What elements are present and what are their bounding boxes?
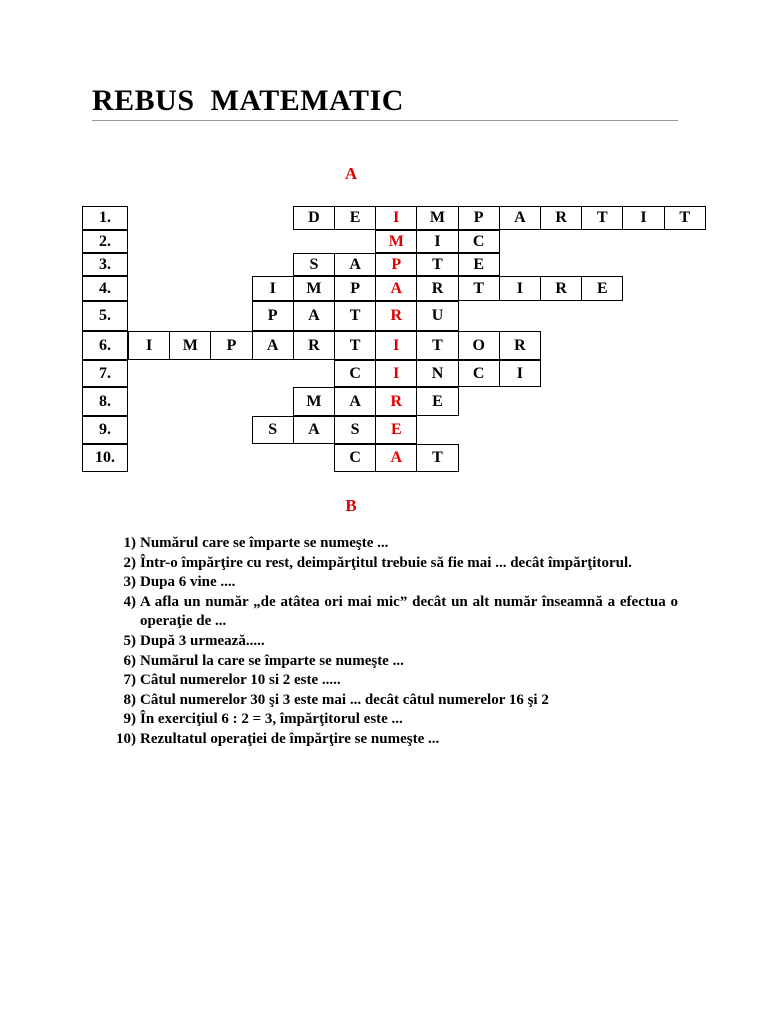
letter-cell: A: [334, 387, 376, 416]
clue-number: 1): [123, 535, 136, 551]
clue-text: După 3 urmează.....: [140, 632, 265, 649]
letter-cell: I: [416, 230, 458, 253]
clue-text: Rezultatul operaţiei de împărţire se numeşte ...: [140, 730, 440, 747]
row-number: 5.: [82, 301, 128, 331]
letter-cell: R: [540, 206, 582, 230]
letter-cell: I: [499, 276, 541, 301]
letter-cell: T: [416, 444, 458, 472]
clue-text: În exerciţiul 6 : 2 = 3, împărţitorul este ...: [140, 711, 403, 728]
letter-cell: I: [252, 276, 294, 301]
letter-cell: A: [293, 301, 335, 331]
clue-text: Numărul care se împarte se numeşte ...: [140, 535, 389, 551]
clue-text: A afla un număr „de atâtea ori mai mic” decât un alt număr înseamnă a efectua o operaţie de ...: [140, 593, 678, 630]
letter-cell: P: [458, 206, 500, 230]
clue-item: [104, 671, 678, 691]
key-letter-cell: E: [375, 416, 417, 444]
clue-item: [104, 534, 678, 554]
clue-item: [104, 573, 678, 593]
letter-cell: D: [293, 206, 335, 230]
letter-cell: R: [416, 276, 458, 301]
key-letter-cell: I: [375, 331, 417, 360]
letter-cell: T: [581, 206, 623, 230]
letter-cell: T: [416, 253, 458, 276]
clue-text: Câtul numerelor 10 si 2 este .....: [140, 672, 341, 689]
letter-cell: P: [334, 276, 376, 301]
letter-cell: T: [334, 331, 376, 360]
letter-cell: C: [334, 444, 376, 472]
letter-cell: E: [416, 387, 458, 416]
row-number: 1.: [82, 206, 128, 230]
clue-number: 10): [116, 730, 136, 747]
row-number: 8.: [82, 387, 128, 416]
clue-item: [104, 691, 678, 711]
letter-cell: E: [334, 206, 376, 230]
letter-cell: I: [128, 331, 170, 360]
letter-cell: U: [416, 301, 458, 331]
row-number: 7.: [82, 360, 128, 387]
letter-cell: C: [334, 360, 376, 387]
clue-number: 9): [123, 711, 136, 728]
letter-cell: I: [499, 360, 541, 387]
clue-item: [104, 593, 678, 632]
clue-number: 2): [123, 554, 136, 571]
row-number: 2.: [82, 230, 128, 253]
key-letter-cell: I: [375, 360, 417, 387]
letter-cell: A: [252, 331, 294, 360]
letter-cell: A: [293, 416, 335, 444]
letter-cell: M: [293, 387, 335, 416]
clue-number: 8): [123, 691, 136, 708]
clue-number: 3): [123, 574, 136, 591]
key-letter-cell: P: [375, 253, 417, 276]
key-letter-cell: I: [375, 206, 417, 230]
letter-cell: T: [664, 206, 706, 230]
letter-cell: R: [293, 331, 335, 360]
letter-cell: M: [293, 276, 335, 301]
row-number: 9.: [82, 416, 128, 444]
clue-text: Câtul numerelor 30 şi 3 este mai ... decât câtul numerelor 16 şi 2: [140, 691, 549, 708]
clue-item: [104, 554, 678, 574]
letter-cell: O: [458, 331, 500, 360]
letter-cell: T: [416, 331, 458, 360]
clue-item: [104, 652, 678, 672]
key-letter-cell: R: [375, 387, 417, 416]
letter-cell: A: [499, 206, 541, 230]
clue-number: 7): [123, 672, 136, 689]
letter-cell: N: [416, 360, 458, 387]
key-letter-cell: A: [375, 444, 417, 472]
letter-cell: S: [293, 253, 335, 276]
clue-list: [104, 534, 678, 750]
clue-number: 6): [123, 652, 136, 669]
row-number: 10.: [82, 444, 128, 472]
letter-cell: C: [458, 230, 500, 253]
letter-cell: C: [458, 360, 500, 387]
letter-cell: A: [334, 253, 376, 276]
letter-cell: I: [622, 206, 664, 230]
letter-cell: T: [458, 276, 500, 301]
letter-cell: S: [252, 416, 294, 444]
letter-cell: S: [334, 416, 376, 444]
clue-text: Numărul la care se împarte se numeşte ...: [140, 652, 404, 669]
letter-cell: M: [416, 206, 458, 230]
row-number: 6.: [82, 331, 128, 360]
letter-cell: E: [458, 253, 500, 276]
letter-cell: P: [210, 331, 252, 360]
letter-cell: R: [540, 276, 582, 301]
clue-number: 4): [123, 593, 136, 610]
letter-cell: R: [499, 331, 541, 360]
key-letter-cell: A: [375, 276, 417, 301]
letter-cell: E: [581, 276, 623, 301]
row-number: 4.: [82, 276, 128, 301]
clue-item: [104, 730, 678, 750]
clue-number: 5): [123, 632, 136, 649]
clue-item: [104, 710, 678, 730]
letter-cell: T: [334, 301, 376, 331]
clue-text: Dupa 6 vine ....: [140, 574, 236, 591]
letter-cell: P: [252, 301, 294, 331]
page-title: REBUS MATEMATIC: [92, 84, 404, 117]
row-number: 3.: [82, 253, 128, 276]
section-a-label: A: [344, 164, 358, 183]
key-letter-cell: M: [375, 230, 417, 253]
section-b-label: B: [345, 496, 357, 515]
clue-text: Într-o împărţire cu rest, deimpărţitul trebuie să fie mai ... decât împărţitorul.: [140, 554, 632, 571]
key-letter-cell: R: [375, 301, 417, 331]
letter-cell: M: [169, 331, 211, 360]
clue-item: [104, 632, 678, 652]
